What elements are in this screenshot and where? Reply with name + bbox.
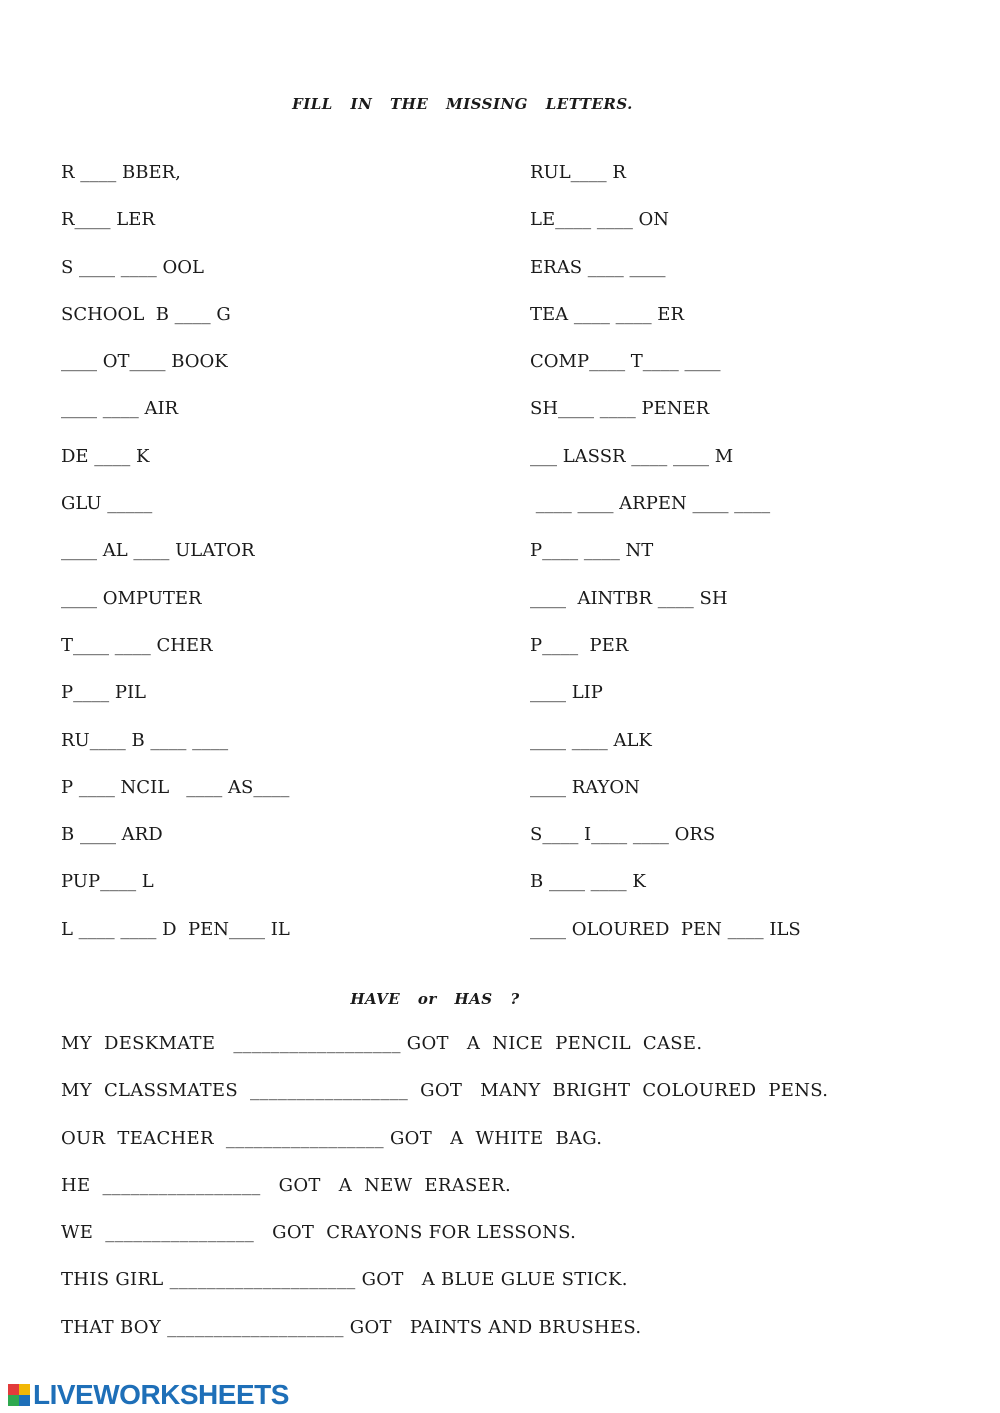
missing-letters-word: PUP____ L <box>61 871 154 893</box>
missing-letters-word: T____ ____ CHER <box>61 634 213 656</box>
have-has-sentence: THAT BOY ___________________ GOT PAINTS AND BRUSHES. <box>61 1316 642 1338</box>
have-has-sentence: THIS GIRL ____________________ GOT A BLUE GLUE STICK. <box>61 1269 628 1291</box>
missing-letters-word: P____ PER <box>530 634 629 656</box>
missing-letters-word: ____ OLOURED PEN ____ ILS <box>530 918 801 940</box>
missing-letters-word: ____ RAYON <box>530 776 640 798</box>
liveworksheets-logo-icon <box>8 1384 30 1406</box>
missing-letters-word: B ____ ____ K <box>530 871 646 893</box>
have-has-sentence: WE ________________ GOT CRAYONS FOR LESSONS. <box>61 1222 577 1244</box>
logo-tile <box>8 1384 19 1395</box>
worksheet-title: FILL IN THE MISSING LETTERS. <box>292 95 633 113</box>
missing-letters-word: RUL____ R <box>530 162 626 183</box>
missing-letters-word: ____ OT____ BOOK <box>61 351 228 373</box>
missing-letters-word: P ____ NCIL ____ AS____ <box>61 776 290 798</box>
word-column-right <box>530 162 970 966</box>
sentence-list <box>61 1032 961 1363</box>
missing-letters-word: ____ ____ ALK <box>530 729 652 751</box>
missing-letters-word: ____ AL ____ ULATOR <box>61 540 255 562</box>
liveworksheets-logo[interactable] <box>8 1379 289 1411</box>
missing-letters-word: ____ LIP <box>530 682 603 704</box>
have-has-sentence: MY CLASSMATES _________________ GOT MANY BRIGHT COLOURED PENS. <box>61 1080 829 1102</box>
logo-tile <box>19 1395 30 1406</box>
missing-letters-word: RU____ B ____ ____ <box>61 729 229 751</box>
missing-letters-word: ___ LASSR ____ ____ M <box>530 445 734 467</box>
missing-letters-word: B ____ ARD <box>61 824 163 846</box>
missing-letters-word: R ____ BBER, <box>61 162 181 183</box>
missing-letters-word: ____ OMPUTER <box>61 587 202 609</box>
missing-letters-word: SCHOOL B ____ G <box>61 303 231 325</box>
have-has-sentence: OUR TEACHER _________________ GOT A WHITE BAG. <box>61 1127 603 1149</box>
missing-letters-word: LE____ ____ ON <box>530 209 670 231</box>
missing-letters-word: GLU _____ <box>61 493 153 515</box>
missing-letters-word: COMP____ T____ ____ <box>530 351 721 373</box>
logo-tile <box>19 1384 30 1395</box>
missing-letters-word: P____ PIL <box>61 682 147 704</box>
missing-letters-word: SH____ ____ PENER <box>530 398 710 420</box>
missing-letters-word: R____ LER <box>61 209 155 231</box>
missing-letters-word: ____ AINTBR ____ SH <box>530 587 728 609</box>
word-column-left <box>61 162 501 966</box>
missing-letters-word: ERAS ____ ____ <box>530 256 666 278</box>
logo-tile <box>8 1395 19 1406</box>
have-has-sentence: HE _________________ GOT A NEW ERASER. <box>61 1174 511 1196</box>
missing-letters-word: L ____ ____ D PEN____ IL <box>61 918 290 940</box>
missing-letters-word: TEA ____ ____ ER <box>530 303 685 325</box>
have-has-sentence: MY DESKMATE __________________ GOT A NICE PENCIL CASE. <box>61 1033 703 1054</box>
missing-letters-word: DE ____ K <box>61 445 150 467</box>
missing-letters-word: ____ ____ AIR <box>61 398 179 420</box>
logo-text: LIVEWORKSHEETS <box>33 1379 289 1410</box>
missing-letters-word: S____ I____ ____ ORS <box>530 824 716 846</box>
missing-letters-word: ____ ____ ARPEN ____ ____ <box>530 493 771 515</box>
missing-letters-word: S ____ ____ OOL <box>61 256 204 278</box>
missing-letters-word: P____ ____ NT <box>530 540 654 562</box>
section-title-have-has: HAVE or HAS ? <box>350 990 520 1008</box>
